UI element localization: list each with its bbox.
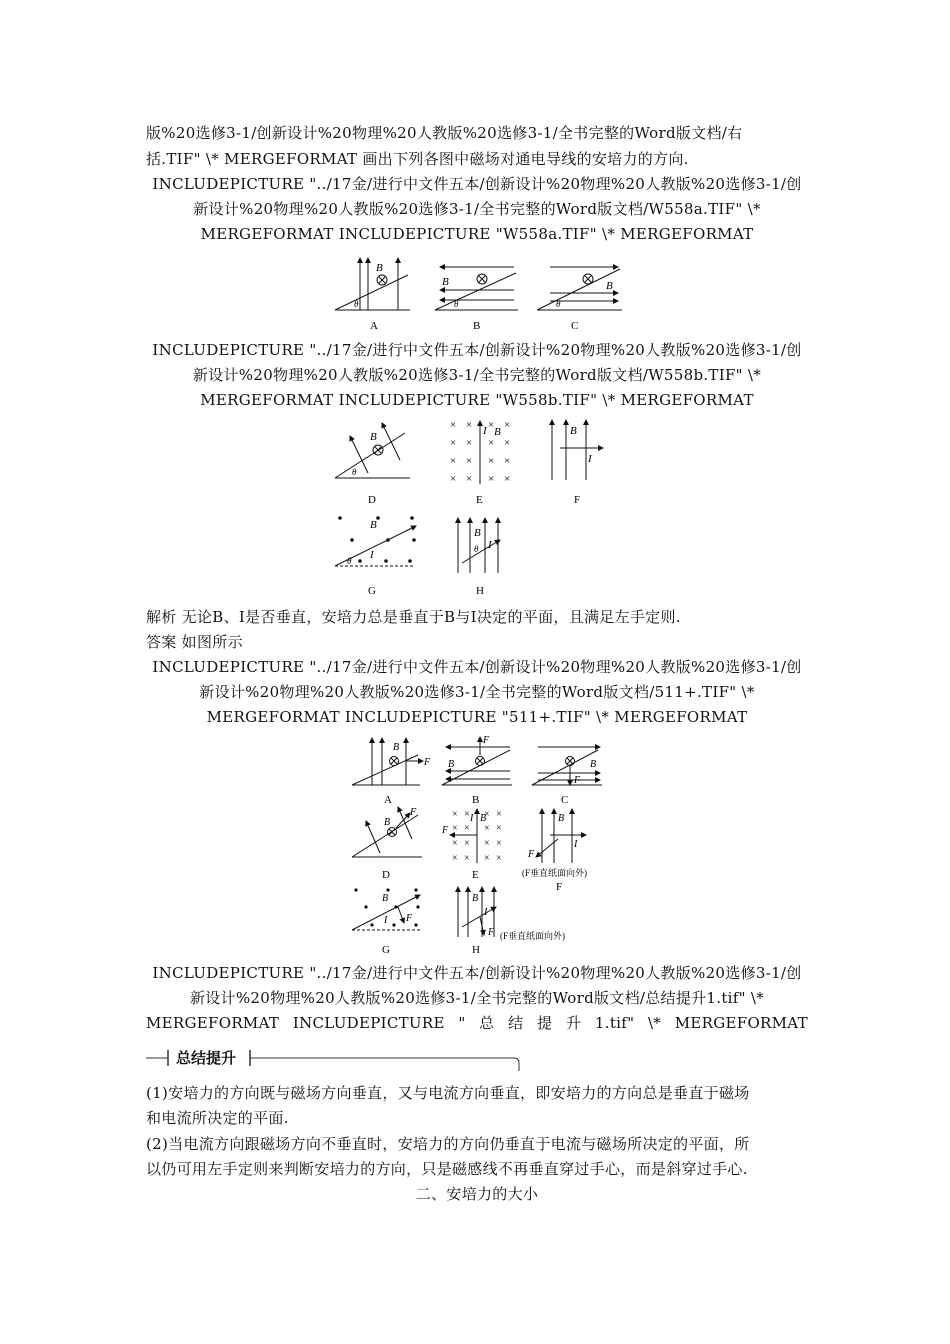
svg-text:θ: θ xyxy=(347,556,352,566)
answer-diagram-d xyxy=(352,807,422,881)
svg-text:×: × xyxy=(450,437,457,449)
svg-text:F: F xyxy=(528,849,535,860)
label-B: B xyxy=(473,320,481,332)
svg-text:×: × xyxy=(484,853,490,864)
svg-text:(F垂直纸面向外): (F垂直纸面向外) xyxy=(522,868,587,878)
text-line-5: MERGEFORMAT INCLUDEPICTURE "W558a.TIF" \* MERGEFORMAT xyxy=(200,225,754,243)
svg-text:B: B xyxy=(606,280,613,292)
svg-text:×: × xyxy=(496,853,502,864)
svg-text:×: × xyxy=(496,838,502,849)
svg-text:θ: θ xyxy=(556,299,561,309)
text-line-16: MERGEFORMAT INCLUDEPICTURE " 总 结 提 升 1.tif" \* MERGEFORMAT xyxy=(146,1014,808,1032)
svg-text:I: I xyxy=(574,839,578,850)
label-A: A xyxy=(370,320,378,332)
svg-text:H: H xyxy=(472,944,480,956)
analysis-line: 解析 无论B、I是否垂直，安培力总是垂直于B与I决定的平面，且满足左手定则. xyxy=(146,608,681,626)
text-line-6: INCLUDEPICTURE "../17金/进行中文件五本/创新设计%20物理%20人教版%20选修3-1/创 xyxy=(152,341,802,359)
svg-text:×: × xyxy=(488,419,495,431)
svg-text:I: I xyxy=(384,915,388,926)
svg-text:×: × xyxy=(496,809,502,820)
svg-text:C: C xyxy=(561,794,569,806)
label-b: B xyxy=(376,262,383,274)
svg-text:×: × xyxy=(452,838,458,849)
svg-text:A: A xyxy=(384,794,392,806)
svg-text:×: × xyxy=(504,473,511,485)
text-line-2: 括.TIF" \* MERGEFORMAT 画出下列各图中磁场对通电导线的安培力的方向. xyxy=(146,150,689,168)
svg-text:F: F xyxy=(488,927,495,938)
svg-text:B: B xyxy=(384,817,391,828)
svg-text:E: E xyxy=(472,869,479,881)
svg-text:×: × xyxy=(450,419,457,431)
answer-diagram-f xyxy=(522,809,587,893)
text-line-7: 新设计%20物理%20人教版%20选修3-1/全书完整的Word版文档/W558b.TIF" \* xyxy=(192,366,762,384)
svg-text:B: B xyxy=(442,276,449,288)
answer-line: 答案 如图所示 xyxy=(146,633,243,651)
svg-text:×: × xyxy=(466,437,473,449)
diagram-e xyxy=(450,419,510,506)
svg-text:×: × xyxy=(452,809,458,820)
svg-text:B: B xyxy=(370,431,377,443)
svg-text:×: × xyxy=(484,809,490,820)
svg-text:F: F xyxy=(424,757,431,768)
text-line-14: INCLUDEPICTURE "../17金/进行中文件五本/创新设计%20物理%20人教版%20选修3-1/创 xyxy=(152,964,802,982)
svg-text:B: B xyxy=(494,426,501,438)
label-C: C xyxy=(571,320,579,332)
svg-text:×: × xyxy=(504,455,511,467)
summary-title: 总结提升 xyxy=(176,1049,237,1067)
svg-text:×: × xyxy=(464,809,470,820)
summary-point-2b: 以仍可用左手定则来判断安培力的方向，只是磁感线不再垂直穿过手心，而是斜穿过手心. xyxy=(146,1160,748,1178)
svg-text:F: F xyxy=(442,825,449,836)
svg-text:×: × xyxy=(466,473,473,485)
label-H: H xyxy=(476,585,484,597)
svg-text:I: I xyxy=(488,539,492,551)
label-F: F xyxy=(574,494,581,506)
svg-text:×: × xyxy=(484,838,490,849)
svg-text:×: × xyxy=(484,823,490,834)
figure-511 xyxy=(350,735,610,959)
svg-text:θ: θ xyxy=(474,544,479,554)
svg-text:×: × xyxy=(488,437,495,449)
text-line-3: INCLUDEPICTURE "../17金/进行中文件五本/创新设计%20物理%20人教版%20选修3-1/创 xyxy=(152,175,802,193)
svg-text:×: × xyxy=(466,419,473,431)
answer-diagram-g xyxy=(352,888,420,956)
svg-text:B: B xyxy=(448,759,455,770)
diagram-a xyxy=(335,258,410,332)
svg-text:×: × xyxy=(496,823,502,834)
svg-text:I: I xyxy=(470,813,474,824)
svg-text:B: B xyxy=(558,813,565,824)
label-D: D xyxy=(368,494,376,506)
svg-text:θ: θ xyxy=(354,299,359,309)
svg-text:θ: θ xyxy=(352,467,357,477)
svg-text:×: × xyxy=(466,455,473,467)
summary-point-1a: (1)安培力的方向既与磁场方向垂直，又与电流方向垂直，即安培力的方向总是垂直于磁场 xyxy=(146,1084,750,1102)
svg-text:(F垂直纸面向外): (F垂直纸面向外) xyxy=(500,931,565,941)
diagram-g xyxy=(335,516,416,597)
text-line-12: 新设计%20物理%20人教版%20选修3-1/全书完整的Word版文档/511+.TIF" \* xyxy=(199,683,755,701)
svg-text:I: I xyxy=(483,425,487,437)
svg-text:×: × xyxy=(504,419,511,431)
svg-text:B: B xyxy=(570,425,577,437)
summary-point-2a: (2)当电流方向跟磁场方向不垂直时，安培力的方向仍垂直于电流与磁场所决定的平面，所 xyxy=(146,1135,750,1153)
svg-text:F: F xyxy=(406,913,413,924)
svg-text:×: × xyxy=(452,823,458,834)
svg-text:B: B xyxy=(382,893,389,904)
svg-text:×: × xyxy=(488,473,495,485)
svg-text:F: F xyxy=(556,881,563,893)
label-E: E xyxy=(476,494,483,506)
figure-w558a xyxy=(330,255,630,335)
svg-text:×: × xyxy=(452,853,458,864)
svg-text:B: B xyxy=(590,759,597,770)
svg-text:B: B xyxy=(472,794,480,806)
diagram-c xyxy=(537,267,622,332)
answer-diagram-b xyxy=(442,735,512,806)
svg-text:G: G xyxy=(382,944,390,956)
svg-text:×: × xyxy=(464,853,470,864)
section-heading: 二、安培力的大小 xyxy=(415,1185,539,1203)
svg-text:θ: θ xyxy=(454,299,459,309)
answer-diagram-h xyxy=(458,887,565,956)
svg-text:F: F xyxy=(574,775,581,786)
text-line-13: MERGEFORMAT INCLUDEPICTURE "511+.TIF" \* MERGEFORMAT xyxy=(206,708,748,726)
text-line-8: MERGEFORMAT INCLUDEPICTURE "W558b.TIF" \* MERGEFORMAT xyxy=(200,391,754,409)
answer-diagram-c xyxy=(532,747,602,806)
svg-text:B: B xyxy=(472,893,479,904)
svg-text:F: F xyxy=(483,735,490,746)
svg-text:B: B xyxy=(370,519,377,531)
diagram-d xyxy=(335,423,410,506)
text-line-15: 新设计%20物理%20人教版%20选修3-1/全书完整的Word版文档/总结提升1.tif" \* xyxy=(189,989,765,1007)
text-line-11: INCLUDEPICTURE "../17金/进行中文件五本/创新设计%20物理%20人教版%20选修3-1/创 xyxy=(152,658,802,676)
text-line-1: 版%20选修3-1/创新设计%20物理%20人教版%20选修3-1/全书完整的Word版文档/右 xyxy=(146,124,743,142)
svg-text:×: × xyxy=(488,455,495,467)
svg-text:F: F xyxy=(410,807,417,818)
text-line-4: 新设计%20物理%20人教版%20选修3-1/全书完整的Word版文档/W558a.TIF" \* xyxy=(193,200,761,218)
svg-text:B: B xyxy=(393,742,400,753)
svg-text:B: B xyxy=(480,813,487,824)
svg-text:I: I xyxy=(588,453,592,465)
svg-text:I: I xyxy=(370,549,374,561)
svg-text:×: × xyxy=(464,838,470,849)
svg-text:×: × xyxy=(504,437,511,449)
figure-w558b xyxy=(330,418,630,600)
diagram-b xyxy=(435,267,518,332)
summary-point-1b: 和电流所决定的平面. xyxy=(146,1109,289,1127)
svg-text:D: D xyxy=(382,869,390,881)
label-G: G xyxy=(368,585,376,597)
svg-text:×: × xyxy=(450,473,457,485)
diagram-f xyxy=(552,420,603,506)
svg-text:B: B xyxy=(474,527,481,539)
answer-diagram-e xyxy=(441,809,502,881)
diagram-h xyxy=(458,518,500,597)
svg-text:I: I xyxy=(484,907,488,918)
svg-text:×: × xyxy=(464,823,470,834)
answer-diagram-a xyxy=(352,738,431,806)
svg-text:×: × xyxy=(450,455,457,467)
